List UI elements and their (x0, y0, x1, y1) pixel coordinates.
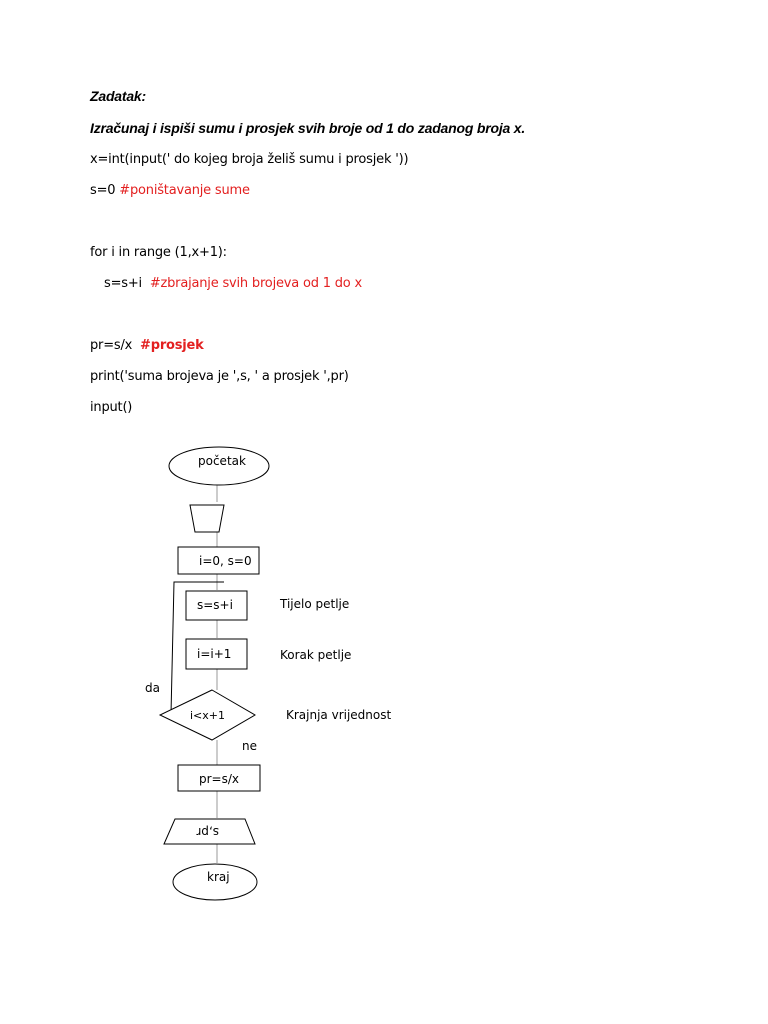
comment-pr: #prosjek (140, 338, 204, 353)
input-parallelogram (190, 505, 224, 532)
no-label: ne (242, 739, 257, 753)
condition-label: i<x+1 (190, 709, 225, 722)
step-label: i=i+1 (197, 647, 232, 661)
task-statement: Izračunaj i ispiši sumu i prosjek svih broje od 1 do zadanog broja x. (90, 120, 526, 136)
note-condition: Krajnja vrijednost (286, 708, 392, 722)
code-text-sum: s=s+i (104, 276, 150, 291)
task-heading: Zadatak: (90, 88, 146, 104)
body-label: s=s+i (197, 598, 233, 612)
start-label: početak (198, 454, 246, 468)
output-label: s,pr (196, 825, 219, 839)
code-line-for: for i in range (1,x+1): (90, 245, 227, 260)
code-text-pr: pr=s/x (90, 338, 141, 353)
comment-s0: #poništavanje sume (119, 183, 250, 198)
end-label: kraj (207, 870, 230, 884)
code-line-wait: input() (90, 400, 133, 415)
code-line-input: x=int(input(' do kojeg broja želiš sumu i prosjek ')) (90, 152, 409, 167)
note-body: Tijelo petlje (280, 597, 350, 611)
yes-label: da (145, 681, 160, 695)
average-label: pr=s/x (199, 772, 240, 786)
comment-sum: #zbrajanje svih brojeva od 1 do x (149, 276, 362, 291)
code-line-print: print('suma brojeva je ',s, ' a prosjek ',pr) (90, 369, 349, 384)
note-step: Korak petlje (280, 648, 352, 662)
code-text-s0: s=0 (90, 183, 120, 198)
init-label: i=0, s=0 (199, 554, 252, 568)
